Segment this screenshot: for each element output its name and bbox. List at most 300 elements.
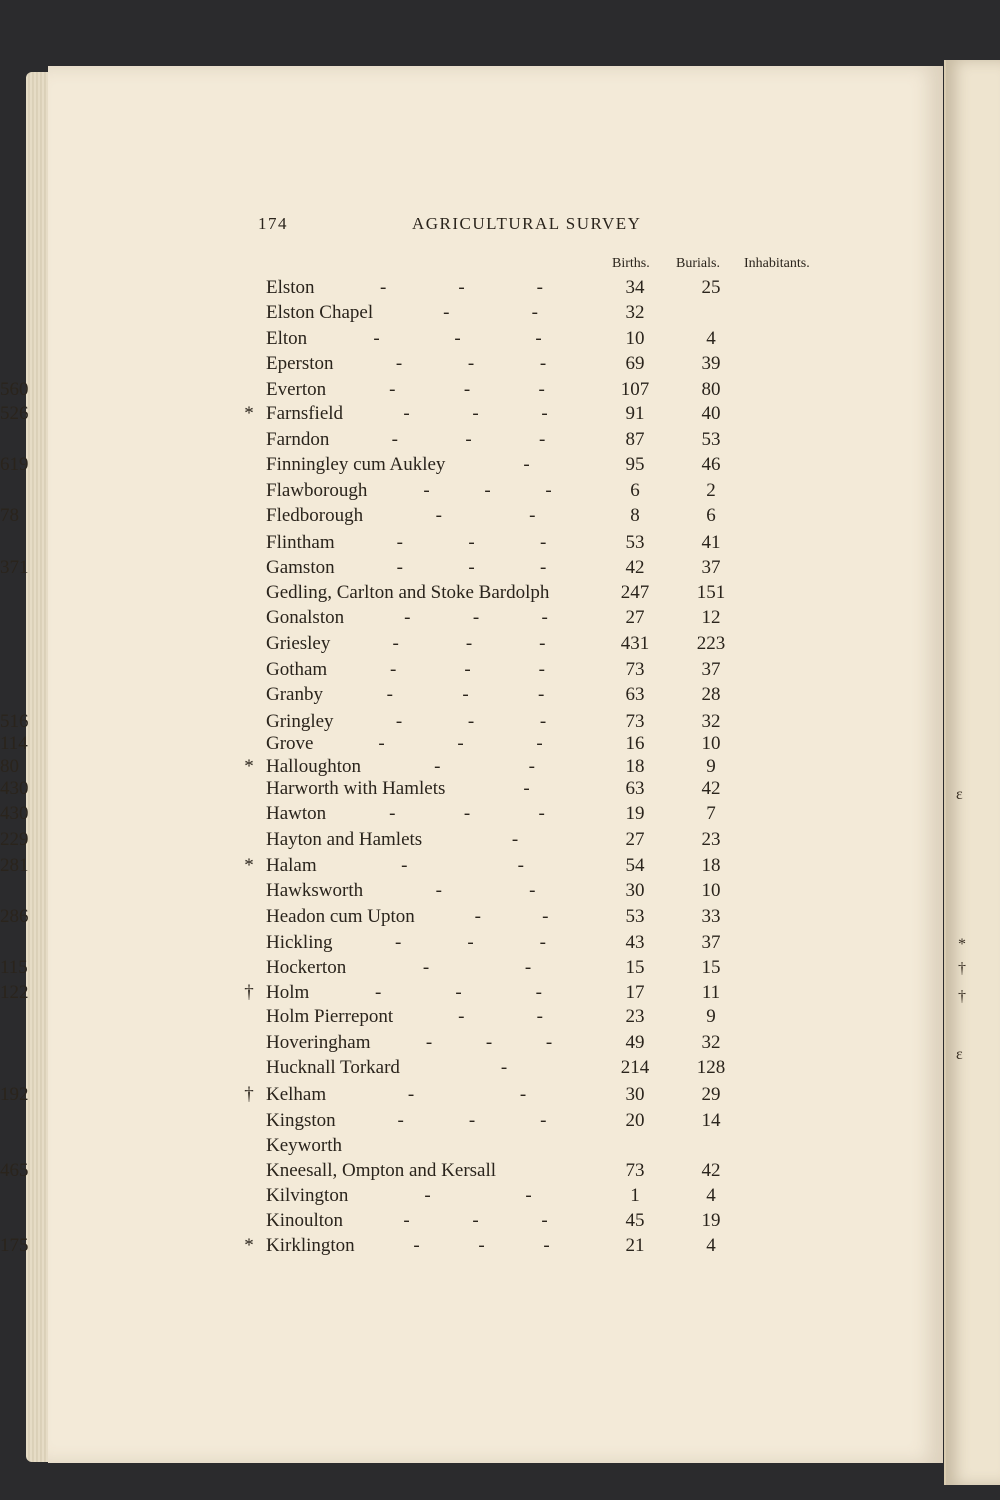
table-row (0, 377, 943, 402)
burials-value: 128 (696, 1057, 726, 1078)
leader-dash: - (541, 607, 550, 628)
leader-dash: - (457, 733, 466, 754)
burials-value: 10 (701, 880, 721, 901)
margin-mark: † (958, 988, 966, 1005)
leader-dashes (359, 427, 580, 452)
leader-dash: - (392, 633, 401, 654)
births-value: 214 (620, 1057, 650, 1078)
leader-dashes (397, 478, 580, 503)
leader-dashes (403, 300, 580, 325)
table-row (0, 1108, 943, 1133)
leader-dashes (364, 351, 580, 376)
burials-value: 37 (701, 932, 721, 953)
row-mark: * (244, 403, 254, 424)
inhabitants-value: 281 (0, 855, 29, 876)
leader-dash: - (375, 982, 384, 1003)
leader-dash: - (484, 480, 493, 501)
burials-value: 18 (701, 855, 721, 876)
births-value: 20 (625, 1110, 645, 1131)
table-row (0, 351, 943, 376)
burials-value: 80 (701, 379, 721, 400)
place-name: Everton (266, 379, 327, 400)
table-row (0, 904, 943, 929)
leader-dash: - (391, 429, 400, 450)
births-value: 17 (625, 982, 645, 1003)
place-name: Granby (266, 684, 323, 705)
table-row (0, 555, 943, 580)
place-name: Grove (266, 733, 314, 754)
burials-value: 41 (701, 532, 721, 553)
leader-dashes (378, 1183, 580, 1208)
burials-value: 46 (701, 454, 721, 475)
births-value: 247 (620, 582, 650, 603)
place-name: Gringley (266, 711, 334, 732)
table-row (0, 657, 943, 682)
place-name: Flintham (266, 532, 335, 553)
leader-dash: - (467, 932, 476, 953)
facing-page-edge (944, 60, 1000, 1485)
leader-dashes (345, 275, 580, 300)
leader-dash: - (397, 1110, 406, 1131)
leader-dash: - (537, 684, 547, 705)
burials-value: 10 (701, 733, 721, 754)
table-row (0, 1183, 943, 1208)
leader-dash: - (539, 932, 548, 953)
place-name: Holm Pierrepont (266, 1006, 394, 1027)
place-name: Keyworth (266, 1135, 342, 1156)
births-value: 8 (630, 505, 640, 526)
leader-dash: - (529, 505, 538, 526)
leader-dashes (347, 853, 580, 878)
leader-dash: - (395, 932, 404, 953)
leader-dash: - (395, 353, 405, 374)
row-mark: * (244, 855, 254, 876)
leader-dash: - (536, 277, 545, 298)
inhabitants-value: 371 (0, 557, 29, 578)
place-name: Finningley cum Aukley (266, 454, 446, 475)
place-name: Harworth with Hamlets (266, 778, 446, 799)
births-value: 15 (625, 957, 645, 978)
leader-dash: - (404, 607, 413, 628)
leader-dashes (393, 503, 580, 528)
table-row (0, 1030, 943, 1055)
leader-dash: - (468, 1110, 478, 1131)
inhabitants-value: 175 (0, 1235, 29, 1256)
place-name: Gamston (266, 557, 335, 578)
births-value: 1 (630, 1185, 640, 1206)
place-name: Griesley (266, 633, 331, 654)
leader-dash: - (403, 1210, 412, 1231)
place-name: Kilvington (266, 1185, 349, 1206)
inhabitants-value: 516 (0, 711, 29, 732)
burials-value: 7 (706, 803, 716, 824)
place-name: Farnsfield (266, 403, 344, 424)
leader-dash: - (536, 1006, 545, 1027)
place-name: Hucknall Torkard (266, 1057, 400, 1078)
leader-dash: - (539, 353, 549, 374)
inhabitants-value: 286 (0, 906, 29, 927)
table-row (0, 1055, 943, 1080)
leader-dash: - (458, 1006, 467, 1027)
table-row (0, 478, 943, 503)
leader-dash: - (540, 1110, 549, 1131)
inhabitants-value: 114 (0, 733, 28, 754)
births-value: 45 (625, 1210, 645, 1231)
inhabitants-value: 78 (0, 505, 19, 526)
inhabitants-value: 80 (0, 756, 19, 777)
inhabitants-value: 619 (0, 454, 29, 475)
leader-dash: - (472, 1210, 481, 1231)
place-name: Halam (266, 855, 317, 876)
leader-dashes (343, 731, 580, 756)
leader-dash: - (380, 277, 389, 298)
leader-dash: - (389, 803, 398, 824)
margin-mark: ɛ (956, 1046, 963, 1063)
burials-value: 37 (701, 659, 721, 680)
leader-dashes (356, 377, 580, 402)
leader-dash: - (538, 803, 547, 824)
table-row (0, 955, 943, 980)
births-value: 73 (625, 659, 645, 680)
births-value: 23 (625, 1006, 645, 1027)
place-name: Fledborough (266, 505, 364, 526)
table-row (0, 275, 943, 300)
leader-dash: - (425, 1032, 435, 1053)
leader-dash: - (472, 607, 482, 628)
leader-dash: - (422, 957, 432, 978)
table-row (0, 1208, 943, 1233)
row-mark: * (244, 756, 254, 777)
leader-dash: - (386, 684, 395, 705)
inhabitants-value: 465 (0, 1160, 29, 1181)
births-value: 95 (625, 454, 645, 475)
place-name: Headon cum Upton (266, 906, 415, 927)
leader-dashes (393, 878, 580, 903)
burials-value: 15 (701, 957, 721, 978)
births-value: 49 (625, 1032, 645, 1053)
leader-dash: - (472, 403, 481, 424)
place-name: Eperston (266, 353, 334, 374)
births-value: 19 (625, 803, 645, 824)
place-name: Hawksworth (266, 880, 364, 901)
burials-value: 19 (701, 1210, 721, 1231)
burials-value: 42 (701, 1160, 721, 1181)
table-row (0, 580, 943, 605)
inhabitants-value: 192 (0, 1084, 29, 1105)
leader-dash: - (401, 855, 410, 876)
leader-dashes (373, 401, 580, 426)
margin-mark: ɛ (956, 786, 963, 803)
burials-value: 151 (696, 582, 726, 603)
births-value: 53 (625, 906, 645, 927)
table-row (0, 631, 943, 656)
row-mark: † (244, 1084, 254, 1105)
leader-dash: - (517, 855, 526, 876)
births-value: 53 (625, 532, 645, 553)
leader-dash: - (464, 659, 473, 680)
table-row (0, 300, 943, 325)
births-value: 21 (625, 1235, 645, 1256)
burials-value: 53 (701, 429, 721, 450)
inhabitants-value: 229 (0, 829, 29, 850)
column-header-births: Births. (612, 256, 650, 271)
table-row (0, 878, 943, 903)
leader-dash: - (455, 982, 464, 1003)
leader-dash: - (538, 429, 548, 450)
burials-value: 32 (701, 711, 721, 732)
table-row (0, 1233, 943, 1258)
place-name: Farndon (266, 429, 330, 450)
births-value: 30 (625, 1084, 645, 1105)
place-name: Gotham (266, 659, 328, 680)
leader-dash: - (545, 480, 554, 501)
table-row (0, 1082, 943, 1107)
leader-dashes (374, 605, 580, 630)
table-row (0, 503, 943, 528)
burials-value: 2 (706, 480, 716, 501)
leader-dashes (373, 1208, 580, 1233)
leader-dash: - (529, 880, 538, 901)
burials-value: 37 (701, 557, 721, 578)
place-name: Gonalston (266, 607, 345, 628)
row-mark: † (244, 982, 254, 1003)
leader-dash: - (413, 1235, 422, 1256)
table-row (0, 731, 943, 756)
leader-dash: - (539, 711, 549, 732)
leader-dash: - (525, 1185, 534, 1206)
births-value: 10 (625, 328, 645, 349)
leader-dash: - (465, 429, 474, 450)
table-row (0, 1158, 943, 1183)
burials-value: 32 (701, 1032, 721, 1053)
births-value: 91 (625, 403, 645, 424)
burials-value: 9 (706, 1006, 716, 1027)
births-value: 27 (625, 607, 645, 628)
table-row (0, 853, 943, 878)
leader-dashes (475, 776, 580, 801)
leader-dash: - (523, 778, 532, 799)
leader-dash: - (458, 277, 467, 298)
place-name: Elston Chapel (266, 302, 374, 323)
table-row (0, 427, 943, 452)
burials-value: 4 (706, 328, 716, 349)
births-value: 63 (625, 684, 645, 705)
leader-dash: - (443, 302, 452, 323)
table-row (0, 827, 943, 852)
burials-value: 11 (701, 982, 721, 1003)
leader-dashes (376, 955, 580, 980)
leader-dash: - (538, 379, 547, 400)
burials-value: 4 (706, 1235, 716, 1256)
table-row (0, 530, 943, 555)
place-name: Kingston (266, 1110, 336, 1131)
leader-dash: - (467, 711, 477, 732)
inhabitants-value: 122 (0, 982, 29, 1003)
burials-value: 40 (701, 403, 721, 424)
leader-dash: - (511, 829, 521, 850)
births-value: 42 (625, 557, 645, 578)
burials-value: 39 (701, 353, 721, 374)
leader-dash: - (535, 328, 544, 349)
leader-dash: - (390, 659, 399, 680)
leader-dash: - (467, 353, 477, 374)
place-name: Halloughton (266, 756, 361, 777)
leader-dash: - (474, 906, 483, 927)
place-name: Kinoulton (266, 1210, 344, 1231)
births-value: 69 (625, 353, 645, 374)
leader-dashes (400, 1030, 580, 1055)
leader-dash: - (424, 1185, 433, 1206)
inhabitants-value: 560 (0, 379, 29, 400)
table-row (0, 980, 943, 1005)
births-value: 32 (625, 302, 645, 323)
table-row (0, 801, 943, 826)
births-value: 18 (625, 756, 645, 777)
leader-dash: - (545, 1032, 555, 1053)
place-name: Hayton and Hamlets (266, 829, 423, 850)
burials-value: 33 (701, 906, 721, 927)
burials-value: 23 (701, 829, 721, 850)
leader-dash: - (389, 379, 398, 400)
leader-dashes (385, 1233, 580, 1258)
margin-mark: * (958, 936, 966, 953)
leader-dash: - (519, 1084, 529, 1105)
burials-value: 223 (696, 633, 726, 654)
leader-dash: - (454, 328, 463, 349)
leader-dash: - (396, 532, 405, 553)
burials-value: 28 (701, 684, 721, 705)
leader-dash: - (423, 480, 432, 501)
births-value: 6 (630, 480, 640, 501)
births-value: 54 (625, 855, 645, 876)
leader-dashes (423, 1004, 580, 1029)
burials-value: 9 (706, 756, 716, 777)
births-value: 87 (625, 429, 645, 450)
leader-dashes (366, 1108, 580, 1133)
leader-dashes (430, 1055, 580, 1080)
leader-dash: - (435, 505, 444, 526)
table-row (0, 452, 943, 477)
leader-dash: - (538, 659, 547, 680)
column-header-burials: Burials. (676, 256, 720, 271)
leader-dash: - (468, 532, 477, 553)
leader-dashes (337, 326, 580, 351)
leader-dash: - (528, 756, 537, 777)
leader-dashes (365, 555, 580, 580)
leader-dash: - (541, 1210, 550, 1231)
table-row (0, 605, 943, 630)
leader-dashes (475, 452, 580, 477)
leader-dash: - (539, 532, 549, 553)
place-name: Elton (266, 328, 308, 349)
table-row (0, 1004, 943, 1029)
leader-dash: - (531, 302, 540, 323)
births-value: 73 (625, 711, 645, 732)
table-row (0, 776, 943, 801)
place-name: Kelham (266, 1084, 327, 1105)
leader-dash: - (434, 756, 443, 777)
column-header-inhabitants: Inhabitants. (744, 256, 810, 271)
place-name: Kirklington (266, 1235, 355, 1256)
leader-dash: - (535, 982, 544, 1003)
leader-dashes (452, 827, 580, 852)
leader-dashes (365, 530, 580, 555)
births-value: 30 (625, 880, 645, 901)
place-name: Elston (266, 277, 315, 298)
births-value: 107 (620, 379, 650, 400)
births-value: 43 (625, 932, 645, 953)
leader-dash: - (543, 1235, 552, 1256)
place-name: Gedling, Carlton and Stoke Bardolph (266, 582, 550, 603)
burials-value: 25 (701, 277, 721, 298)
leader-dash: - (465, 633, 475, 654)
place-name: Holm (266, 982, 310, 1003)
inhabitants-value: 526 (0, 403, 29, 424)
births-value: 27 (625, 829, 645, 850)
leader-dash: - (524, 957, 534, 978)
place-name: Hoveringham (266, 1032, 371, 1053)
leader-dashes (445, 904, 580, 929)
leader-dash: - (523, 454, 532, 475)
running-title: AGRICULTURAL SURVEY (412, 214, 642, 233)
place-name: Hickling (266, 932, 333, 953)
leader-dash: - (378, 733, 387, 754)
leader-dash: - (462, 684, 471, 705)
leader-dashes (339, 980, 580, 1005)
burials-value: 4 (706, 1185, 716, 1206)
inhabitants-value: 430 (0, 803, 29, 824)
leader-dash: - (463, 379, 473, 400)
leader-dash: - (536, 733, 545, 754)
leader-dashes (360, 631, 580, 656)
leader-dashes (356, 801, 580, 826)
burials-value: 12 (701, 607, 721, 628)
births-value: 431 (620, 633, 650, 654)
leader-dashes (363, 930, 580, 955)
burials-value: 42 (701, 778, 721, 799)
place-name: Hawton (266, 803, 327, 824)
births-value: 73 (625, 1160, 645, 1181)
leader-dash: - (541, 403, 550, 424)
burials-value: 6 (706, 505, 716, 526)
births-value: 34 (625, 277, 645, 298)
burials-value: 29 (701, 1084, 721, 1105)
place-name: Hockerton (266, 957, 347, 978)
table-row (0, 930, 943, 955)
leader-dash: - (542, 906, 551, 927)
inhabitants-value: 115 (0, 957, 28, 978)
leader-dash: - (463, 803, 473, 824)
table-row (0, 326, 943, 351)
place-name: Kneesall, Ompton and Kersall (266, 1160, 497, 1181)
burials-value: 14 (701, 1110, 721, 1131)
births-value: 16 (625, 733, 645, 754)
leader-dashes (357, 657, 580, 682)
page-number: 174 (258, 214, 288, 233)
margin-mark: † (958, 960, 966, 977)
leader-dash: - (468, 557, 477, 578)
leader-dash: - (395, 711, 405, 732)
leader-dashes (353, 682, 580, 707)
leader-dash: - (478, 1235, 487, 1256)
leader-dashes (356, 1082, 580, 1107)
leader-dash: - (539, 633, 548, 654)
leader-dash: - (500, 1057, 510, 1078)
leader-dash: - (435, 880, 444, 901)
place-name: Flawborough (266, 480, 368, 501)
table-row (0, 1133, 943, 1158)
row-mark: * (244, 1235, 254, 1256)
